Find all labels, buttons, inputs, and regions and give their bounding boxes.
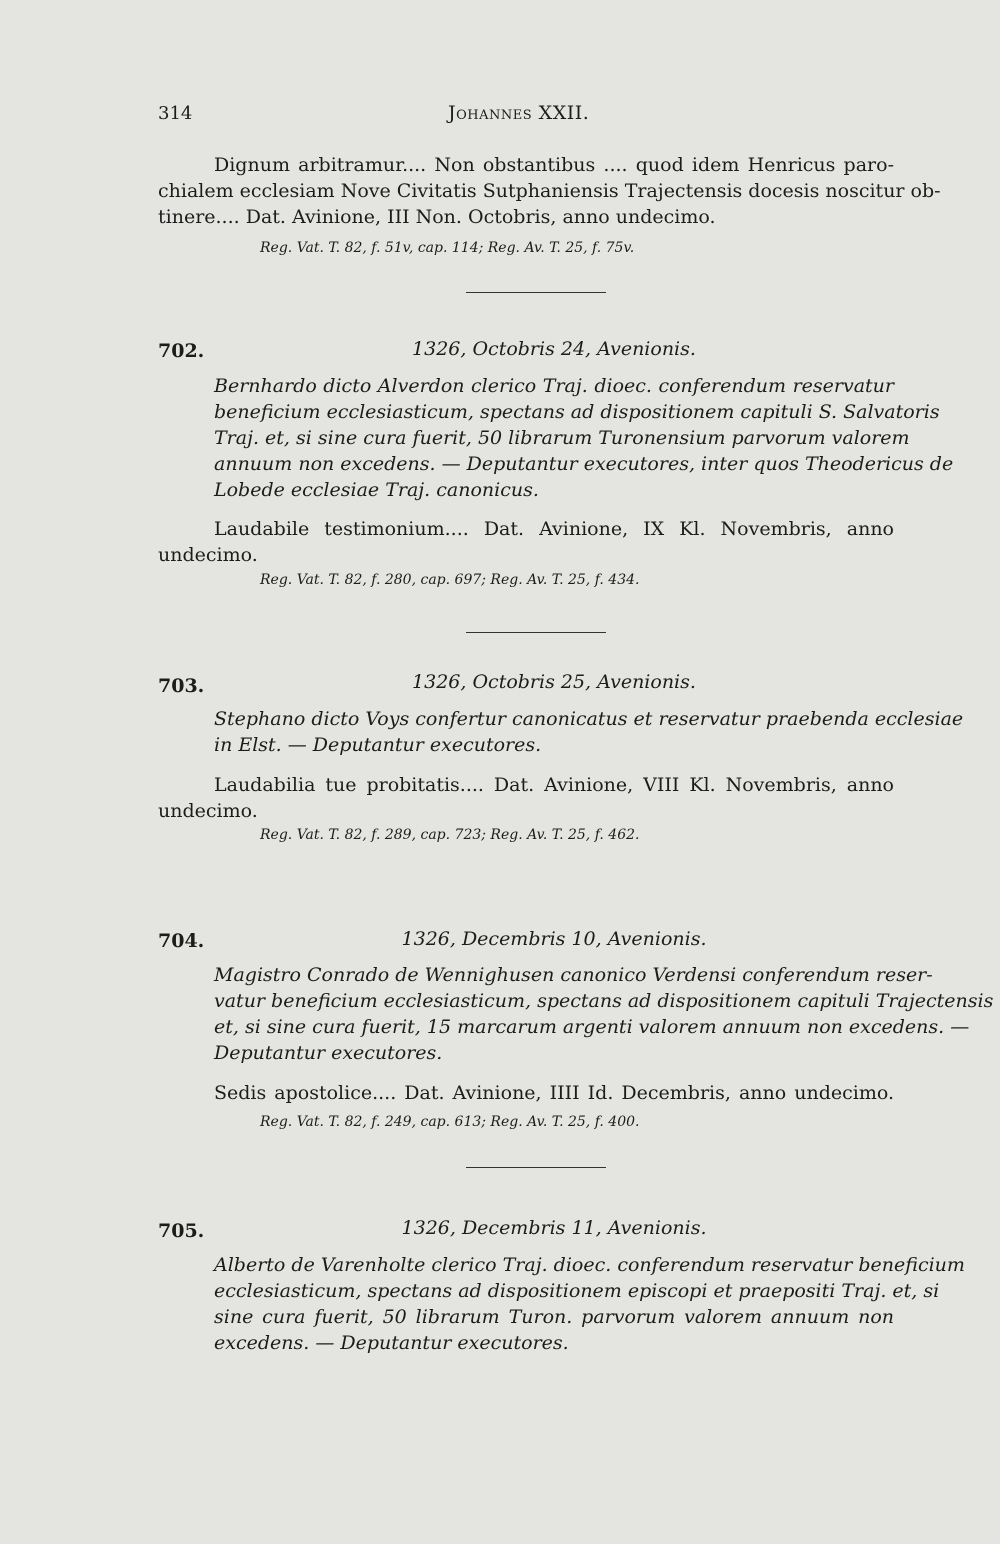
entry-number: 702.	[158, 340, 205, 362]
entry-summary-line: ecclesiasticum, spectans ad dispositionem episcopi et praepositi Traj. et, si	[214, 1280, 940, 1302]
entry-date: 1326, Decembris 11, Avenionis.	[401, 1217, 707, 1239]
entry-number: 704.	[158, 930, 205, 952]
entry-summary-line: in Elst. — Deputantur executores.	[214, 734, 542, 756]
entry-summary-line: Deputantur executores.	[214, 1042, 443, 1064]
section-divider	[466, 292, 606, 293]
entry-summary-line: Bernhardo dicto Alverdon clerico Traj. dioec. conferendum reservatur	[214, 375, 894, 397]
entry-number: 705.	[158, 1220, 205, 1242]
section-divider	[466, 1167, 606, 1168]
entry-text-line: Sedis apostolice.... Dat. Avinione, IIII Id. Decembris, anno undecimo.	[214, 1082, 894, 1104]
entry-reference: Reg. Vat. T. 82, f. 249, cap. 613; Reg. Av. T. 25, f. 400.	[260, 1114, 640, 1130]
entry-text-line: Laudabile testimonium.... Dat. Avinione, IX Kl. Novembris, anno	[214, 518, 894, 540]
entry-summary-line: annuum non excedens. — Deputantur executores, inter quos Theodericus de	[214, 453, 954, 475]
entry-summary-line: sine cura fuerit, 50 librarum Turon. parvorum valorem annuum non	[214, 1306, 894, 1328]
entry-summary-line: excedens. — Deputantur executores.	[214, 1332, 569, 1354]
entry-summary-line: Stephano dicto Voys confertur canonicatus et reservatur praebenda ecclesiae	[214, 708, 964, 730]
entry-summary-line: vatur beneficium ecclesiasticum, spectans ad dispositionem capituli Trajectensis	[214, 990, 994, 1012]
entry-summary-line: Magistro Conrado de Wennighusen canonico Verdensi conferendum reser-	[214, 964, 933, 986]
intro-line: Dignum arbitramur.... Non obstantibus .... quod idem Henricus paro-	[214, 154, 894, 176]
entry-date: 1326, Octobris 25, Avenionis.	[412, 671, 696, 693]
entry-date: 1326, Octobris 24, Avenionis.	[412, 338, 696, 360]
entry-summary-line: Lobede ecclesiae Traj. canonicus.	[214, 479, 539, 501]
entry-text-line: undecimo.	[158, 544, 258, 566]
entry-summary-line: Alberto de Varenholte clerico Traj. dioec. conferendum reservatur beneficium	[214, 1254, 965, 1276]
entry-reference: Reg. Vat. T. 82, f. 289, cap. 723; Reg. Av. T. 25, f. 462.	[260, 827, 640, 843]
entry-summary-line: Traj. et, si sine cura fuerit, 50 librarum Turonensium parvorum valorem	[214, 427, 910, 449]
entry-text-line: undecimo.	[158, 800, 258, 822]
intro-line: tinere.... Dat. Avinione, III Non. Octobris, anno undecimo.	[158, 206, 716, 228]
section-divider	[466, 632, 606, 633]
page-number: 314	[158, 103, 193, 124]
entry-reference: Reg. Vat. T. 82, f. 280, cap. 697; Reg. Av. T. 25, f. 434.	[260, 572, 640, 588]
entry-summary-line: et, si sine cura fuerit, 15 marcarum argenti valorem annuum non excedens. —	[214, 1016, 970, 1038]
intro-reference: Reg. Vat. T. 82, f. 51v, cap. 114; Reg. Av. T. 25, f. 75v.	[260, 240, 635, 256]
entry-summary-line: beneficium ecclesiasticum, spectans ad dispositionem capituli S. Salvatoris	[214, 401, 940, 423]
entry-date: 1326, Decembris 10, Avenionis.	[401, 928, 707, 950]
entry-number: 703.	[158, 675, 205, 697]
entry-text-line: Laudabilia tue probitatis.... Dat. Avinione, VIII Kl. Novembris, anno	[214, 774, 894, 796]
running-title: Johannes XXII.	[448, 102, 590, 124]
intro-line: chialem ecclesiam Nove Civitatis Sutphaniensis Trajectensis docesis noscitur ob-	[158, 180, 941, 202]
